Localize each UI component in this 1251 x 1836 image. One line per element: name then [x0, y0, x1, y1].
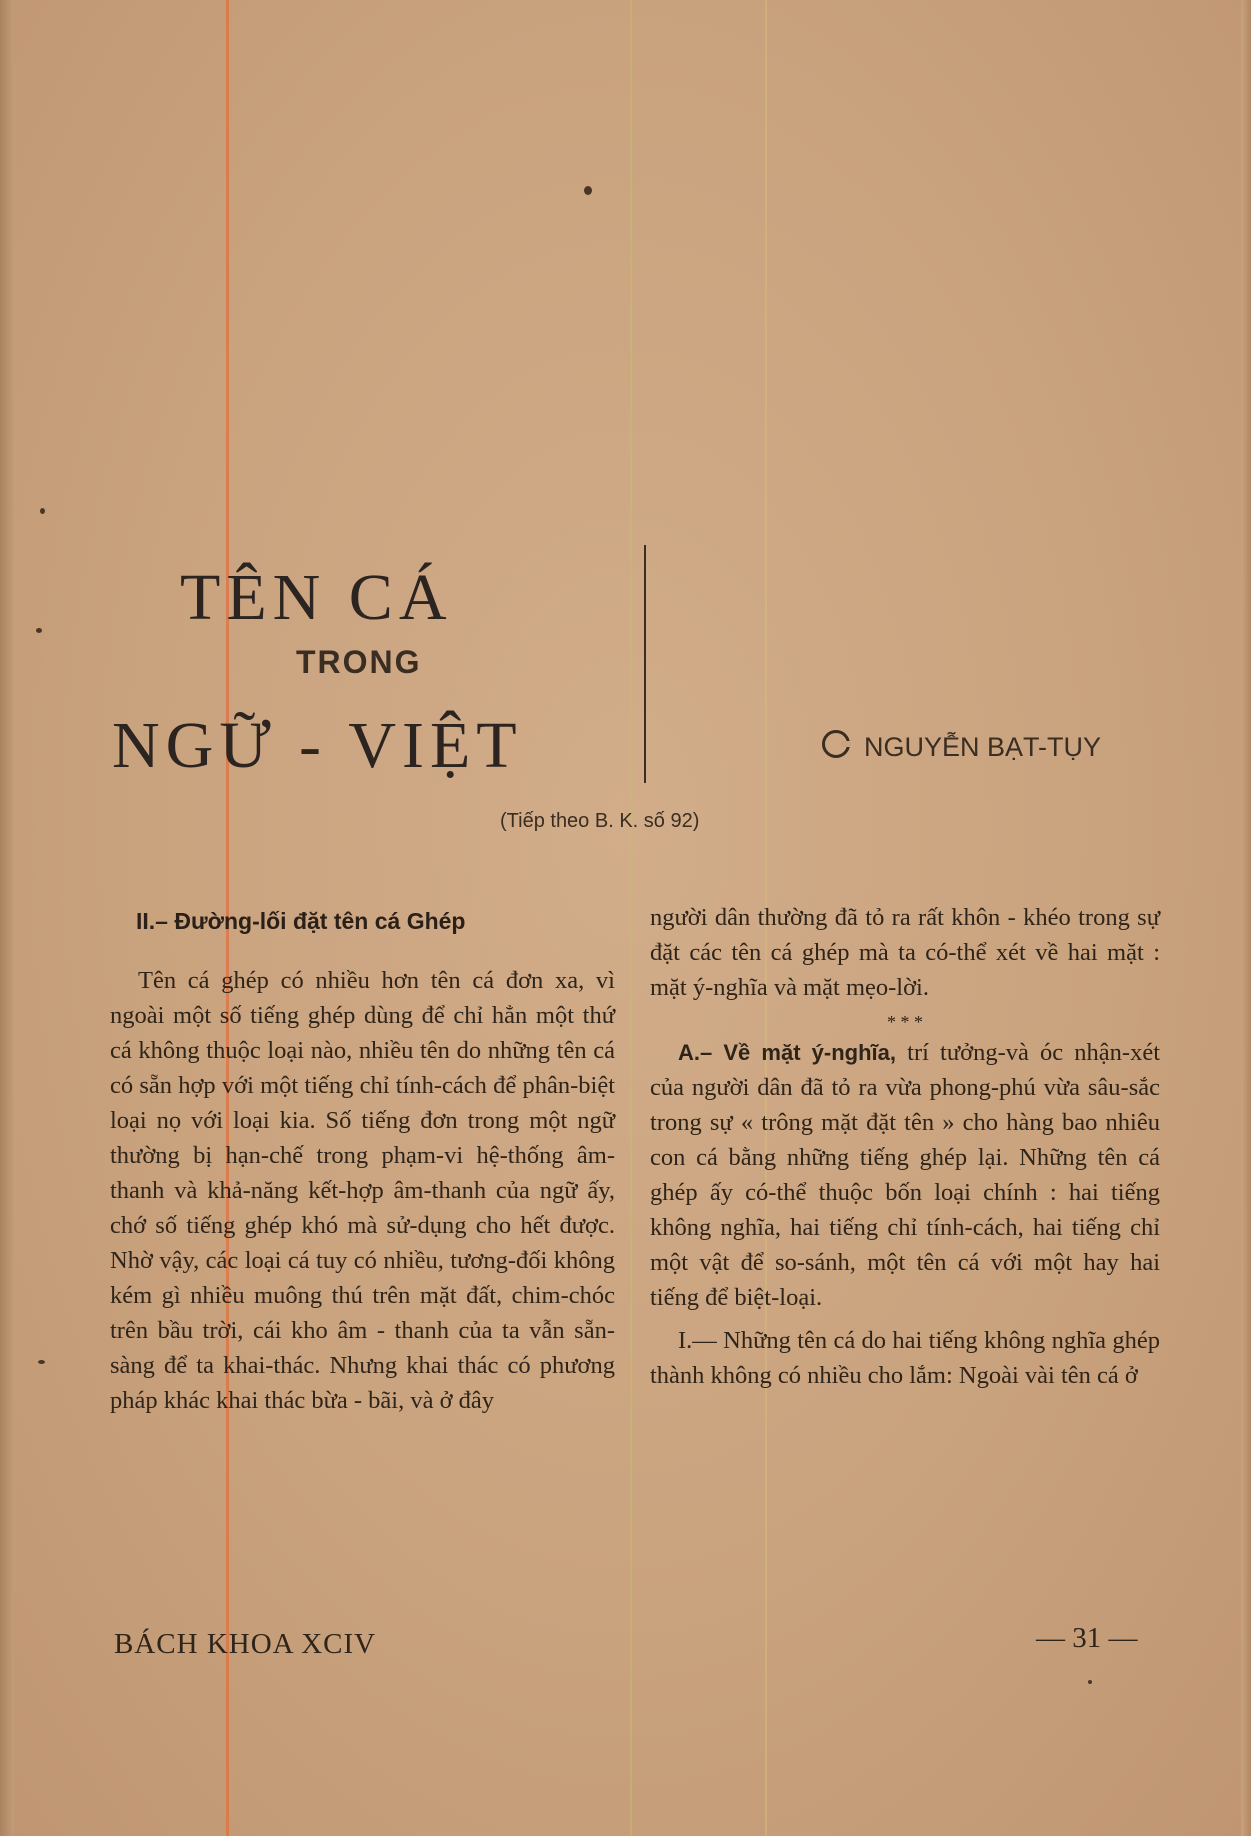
paper-speck: [36, 628, 42, 633]
continuation-note: (Tiếp theo B. K. số 92): [500, 810, 700, 832]
page-left-edge: [0, 0, 14, 1836]
scan-streak: [630, 0, 632, 1836]
footer-publication: BÁCH KHOA XCIV: [114, 1628, 377, 1660]
paper-speck: [1088, 1680, 1092, 1684]
paper-speck: [584, 186, 592, 195]
section-heading: II.– Đường-lối đặt tên cá Ghép: [136, 908, 466, 934]
author-name: NGUYỄN BẠT-TỤY: [864, 732, 1102, 762]
article-title-connector: TRONG: [296, 644, 422, 680]
footer-page-number: — 31 —: [1036, 1622, 1138, 1654]
right-column: [650, 900, 1160, 1393]
author-byline: [822, 730, 1101, 763]
paper-speck: [38, 1360, 45, 1364]
left-column: [110, 904, 615, 1418]
subsection-heading: A.– Về mặt ý-nghĩa,: [678, 1040, 896, 1065]
article-subtitle: NGỮ - VIỆT: [112, 709, 523, 782]
body-paragraph: Tên cá ghép có nhiều hơn tên cá đơn xa, vì ngoài một số tiếng ghép dùng để chỉ hẳn một thứ cá không thuộc loại nào, nhiều tên do những tên cá có sẵn hợp với một tiếng chỉ tính-cách để phân-biệt loại nọ với loại kia. Số tiếng đơn trong một ngữ thường bị hạn-chế trong phạm-vi hệ-thống âm-thanh và khả-năng kết-hợp âm-thanh của ngữ ấy, chớ số tiếng ghép khó mà sử-dụng cho hết được. Nhờ vậy, các loại cá tuy có nhiều, tương-đối không kém gì nhiều muông thú trên mặt đất, chim-chóc trên bầu trời, cái kho âm - thanh của ta vẫn sẵn-sàng để ta khai-thác. Nhưng khai thác có phương pháp khác khai thác bừa - bãi, và ở đây: [110, 967, 615, 1414]
paper-speck: [40, 508, 45, 514]
point-paragraph: I.— Những tên cá do hai tiếng không nghĩa ghép thành không có nhiều cho lắm: Ngoài vài tên cá ở: [650, 1327, 1160, 1389]
author-bullet-icon: [822, 730, 850, 758]
subsection-text: trí tưởng-và óc nhận-xét của người dân đã tỏ ra vừa phong-phú vừa sâu-sắc trong sự « trông mặt đặt tên » cho hàng bao nhiêu con cá bằng những tiếng ghép lại. Những tên cá ghép ấy có-thể thuộc bốn loại chính : hai tiếng không nghĩa, hai tiếng chỉ tính-cách, hai tiếng chỉ một vật để so-sánh, một tên cá với một hay hai tiếng để biệt-loại.: [650, 1039, 1160, 1311]
page-right-edge: [1241, 0, 1251, 1836]
title-divider: [644, 545, 646, 783]
article-title: TÊN CÁ: [180, 561, 453, 634]
body-paragraph-continued: người dân thường đã tỏ ra rất khôn - khéo trong sự đặt các tên cá ghép mà ta có-thể xét về hai mặt : mặt ý-nghĩa và mặt mẹo-lời.: [650, 904, 1160, 1001]
subsection-paragraph: [650, 1035, 1160, 1315]
section-separator-stars: * * *: [887, 1012, 923, 1032]
